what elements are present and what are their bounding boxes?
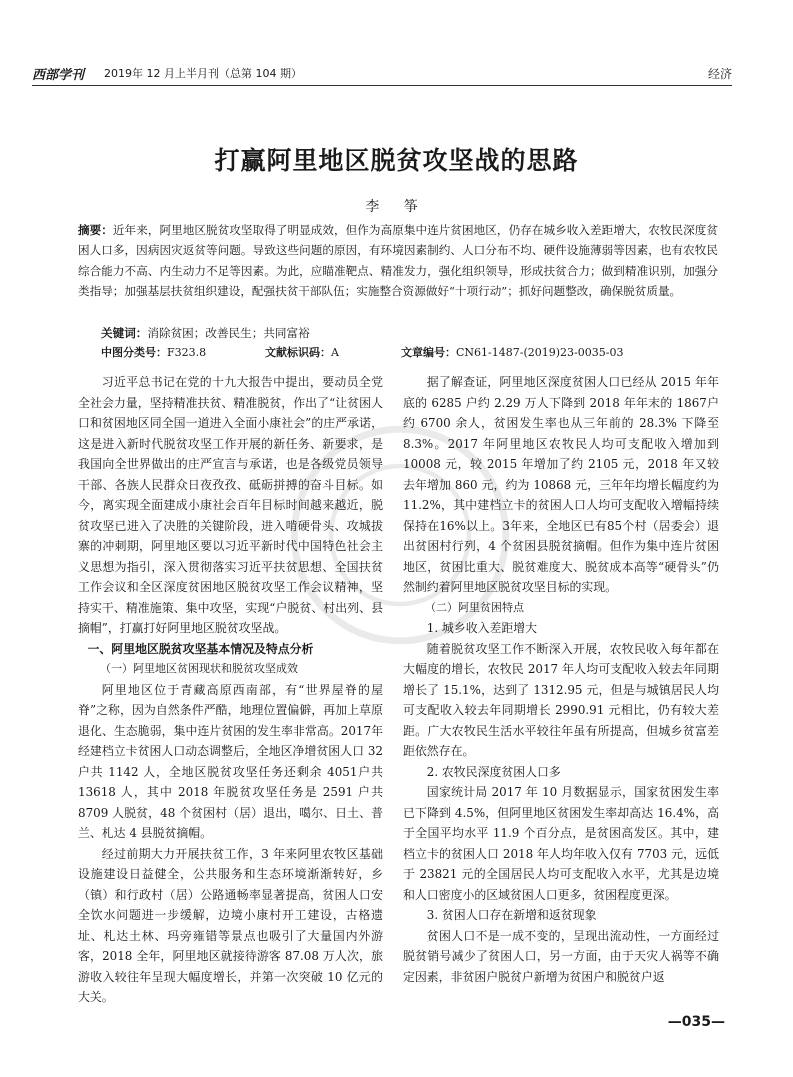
- doc-code-label: 文献标识码：: [265, 346, 331, 359]
- paragraph: 据了解查证，阿里地区深度贫困人口已经从 2015 年年底的 6285 户约 2.29 万人下降到 2018 年年末的 1867户约 6700 余人，贫困发生率也从三年前的 28.3% 下降至 8.3%。2017 年阿里地区农牧民人均可支配收入增加到 10008 元，较 2015 年增加了约 2105 元，2018 年又较去年增加 860 元，约为 10868 元，三年年均增长幅度约为11.2%，其中建档立卡的贫困人口人均可支配收入增幅持续保持在16%以上。3年来，全地区已有85个村（居委会）退出贫困村行列，4 个贫困县脱贫摘帽。但作为集中连片贫困地区，贫困比重大、脱贫难度大、脱贫成本高等“硬骨头”仍然制约着阿里地区脱贫攻坚目标的实现。: [403, 375, 719, 594]
- article-title: 打赢阿里地区脱贫攻坚战的思路: [214, 146, 579, 175]
- paragraph: 贫困人口不是一成不变的，呈现出流动性，一方面经过脱贫销号减少了贫困人口，另一方面，由于天灾人祸等不确定因素，非贫困户脱贫户新增为贫困户和脱贫户返: [403, 928, 719, 984]
- article-no-label: 文章编号：: [401, 346, 456, 359]
- paragraph: 随着脱贫攻坚工作不断深入开展，农牧民收入每年都在大幅度的增长，农牧民 2017 年人均可支配收入较去年同期增长了 15.1%，达到了 1312.95 元，但是与城镇居民人均可支配收入较去年同期增长 2990.91 元相比，仍有较大差距。广大农牧民生活水平较往年虽有所提高，但城乡贫富差距依然存在。: [403, 641, 719, 758]
- issue-info: 2019年 12 月上半月刊（总第 104 期）: [104, 67, 302, 80]
- keywords-label: 关键词：: [101, 326, 148, 340]
- clc-label: 中图分类号：: [101, 346, 167, 359]
- clc-number: [101, 346, 206, 360]
- item-heading: 2. 农牧民深度贫困人口多: [426, 764, 561, 779]
- abstract: [78, 220, 718, 302]
- magazine-name: 西部学刊: [32, 68, 85, 83]
- item-heading: 3. 贫困人口存在新增和返贫现象: [426, 908, 597, 922]
- abstract-label: 摘要：: [78, 223, 113, 237]
- running-header: [32, 64, 732, 84]
- subsection-heading: （二）阿里贫困特点: [425, 600, 524, 614]
- subsection-heading: （一）阿里地区贫困现状和脱贫攻坚成效: [100, 662, 298, 675]
- keywords-text: 消除贫困；改善民生；共同富裕: [147, 326, 310, 340]
- section-heading: 一、阿里地区脱贫攻坚基本情况及特点分析: [87, 641, 314, 656]
- paragraph: 经过前期大力开展扶贫工作，3 年来阿里农牧区基础设施建设日益健全，公共服务和生态环境渐渐转好，乡（镇）和行政村（居）公路通畅率显著提高，贫困人口安全饮水问题进一步缓解，边境小康村开工建设，古格遗址、札达土林、玛旁雍错等景点也吸引了大量国内外游客，2018 全年，阿里地区就接待游客 87.08 万人次，旅游收入较往年呈现大幅度增长，并第一次突破 10 亿元的大关。: [78, 846, 383, 1004]
- left-column: [78, 372, 383, 1008]
- header-divider: [32, 85, 732, 86]
- clc-value: F323.8: [167, 346, 207, 359]
- page-number: —035—: [667, 1014, 725, 1030]
- keywords: [101, 325, 310, 342]
- document-code: [265, 346, 339, 360]
- article-no-value: CN61-1487-(2019)23-0035-03: [456, 346, 624, 359]
- item-heading: 1. 城乡收入差距增大: [426, 621, 538, 635]
- right-column: [403, 372, 719, 987]
- article-number: [401, 346, 623, 360]
- paragraph: 国家统计局 2017 年 10 月数据显示，国家贫困发生率已下降到 4.5%，但阿里地区贫困发生率却高达 16.4%，高于全国平均水平 11.9 个百分点，是贫困高发区。其中，建档立卡的贫困人口 2018 年人均年收入仅有 7703 元，远低于 23821 元的全国居民人均可支配收入水平，尤其是边境和人口密度小的区域贫困人口更多，贫困程度更深。: [403, 785, 719, 902]
- author-name: 李 筝: [365, 199, 428, 215]
- doc-code-value: A: [331, 346, 339, 359]
- abstract-text: 近年来，阿里地区脱贫攻坚取得了明显成效，但作为高原集中连片贫困地区，仍存在城乡收入差距增大，农牧民深度贫困人口多，因病因灾返贫等问题。导致这些问题的原因，有环境因素制约、人口分布不均、硬件设施薄弱等因素，也有农牧民综合能力不高、内生动力不足等因素。为此，应瞄准靶点、精准发力，强化组织领导，形成扶贫合力；做到精准识别，加强分类指导；加强基层扶贫组织建设，配强扶贫干部队伍；实施整合资源做好“十项行动”；抓好问题整改，确保脱贫质量。: [78, 223, 718, 299]
- paragraph: 习近平总书记在党的十九大报告中提出，要动员全党全社会力量，坚持精准扶贫、精准脱贫，作出了“让贫困人口和贫困地区同全国一道进入全面小康社会”的庄严承诺，这是进入新时代脱贫攻坚工作开展的新任务、新要求，是我国向全世界做出的庄严宣言与承诺，也是各级党员领导干部、各族人民群众日夜孜孜、砥砺拼搏的奋斗目标。如今，离实现全面建成小康社会百年目标时间越来越近，脱贫攻坚已进入了决胜的关键阶段，进入啃硬骨头、攻城拔寨的冲刺期，阿里地区要以习近平新时代中国特色社会主义思想为指引，深入贯彻落实习近平扶贫思想、全国扶贫工作会议和全区深度贫困地区脱贫攻坚工作会议精神，坚持实干、精准施策、集中攻坚，实现“户脱贫、村出列、县摘帽”，打赢打好阿里地区脱贫攻坚战。: [78, 375, 383, 635]
- paragraph: 阿里地区位于青藏高原西南部，有“世界屋脊的屋脊”之称，因为自然条件严酷，地理位置偏僻，再加上草原退化、生态脆弱，集中连片贫困的发生率非常高。2017年经建档立卡贫困人口动态调整后，全地区净增贫困人口 32 户共 1142 人，全地区脱贫攻坚任务还剩余 4051户共 13618 人，其中 2018 年脱贫攻坚任务是 2591 户共8709 人脱贫，48 个贫困村（居）退出，噶尔、日土、普兰、札达 4 县脱贫摘帽。: [78, 682, 383, 840]
- section-label: 经济: [707, 67, 732, 81]
